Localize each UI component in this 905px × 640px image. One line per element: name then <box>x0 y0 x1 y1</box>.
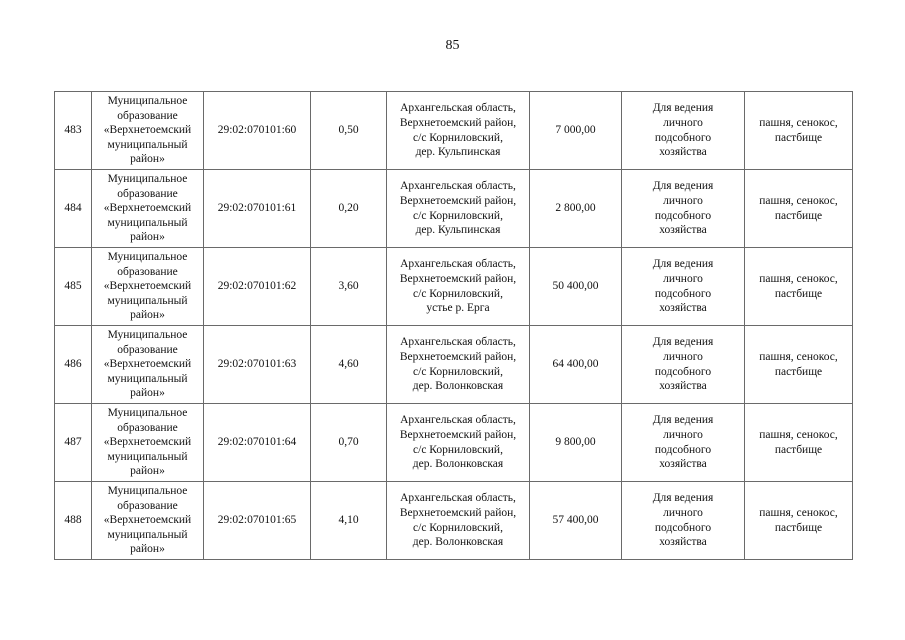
cell-cadastral-number: 29:02:070101:63 <box>204 326 311 404</box>
cell-area: 0,50 <box>311 92 387 170</box>
cell-value: 57 400,00 <box>530 482 622 560</box>
cell-number: 486 <box>55 326 92 404</box>
cell-purpose: Для ведения личного подсобного хозяйства <box>622 92 745 170</box>
cell-number: 488 <box>55 482 92 560</box>
page-number: 85 <box>445 38 460 53</box>
table-row <box>55 326 853 404</box>
cell-land-use: пашня, сенокос, пастбище <box>745 404 853 482</box>
cell-number: 484 <box>55 170 92 248</box>
cell-purpose: Для ведения личного подсобного хозяйства <box>622 248 745 326</box>
cell-owner: Муниципальное образование «Верхнетоемский муниципальный район» <box>92 404 204 482</box>
cell-land-use: пашня, сенокос, пастбище <box>745 92 853 170</box>
cell-address: Архангельская область, Верхнетоемский район, с/с Корниловский, дер. Волонковская <box>387 482 530 560</box>
cell-owner: Муниципальное образование «Верхнетоемский муниципальный район» <box>92 248 204 326</box>
table-row <box>55 170 853 248</box>
cell-area: 3,60 <box>311 248 387 326</box>
cell-area: 4,60 <box>311 326 387 404</box>
table-row <box>55 248 853 326</box>
cell-number: 485 <box>55 248 92 326</box>
cell-land-use: пашня, сенокос, пастбище <box>745 170 853 248</box>
cell-purpose: Для ведения личного подсобного хозяйства <box>622 170 745 248</box>
table-row <box>55 92 853 170</box>
table-row <box>55 404 853 482</box>
cell-value: 7 000,00 <box>530 92 622 170</box>
cell-cadastral-number: 29:02:070101:64 <box>204 404 311 482</box>
cell-land-use: пашня, сенокос, пастбище <box>745 248 853 326</box>
table-body <box>55 92 853 560</box>
cell-cadastral-number: 29:02:070101:60 <box>204 92 311 170</box>
cell-address: Архангельская область, Верхнетоемский район, с/с Корниловский, дер. Кульпинская <box>387 170 530 248</box>
table-row <box>55 482 853 560</box>
cell-value: 9 800,00 <box>530 404 622 482</box>
land-registry-table <box>54 91 853 560</box>
cell-cadastral-number: 29:02:070101:62 <box>204 248 311 326</box>
cell-value: 50 400,00 <box>530 248 622 326</box>
cell-owner: Муниципальное образование «Верхнетоемский муниципальный район» <box>92 482 204 560</box>
cell-value: 2 800,00 <box>530 170 622 248</box>
cell-owner: Муниципальное образование «Верхнетоемский муниципальный район» <box>92 92 204 170</box>
cell-purpose: Для ведения личного подсобного хозяйства <box>622 404 745 482</box>
cell-owner: Муниципальное образование «Верхнетоемский муниципальный район» <box>92 170 204 248</box>
cell-address: Архангельская область, Верхнетоемский район, с/с Корниловский, устье р. Ерга <box>387 248 530 326</box>
cell-area: 0,20 <box>311 170 387 248</box>
cell-cadastral-number: 29:02:070101:61 <box>204 170 311 248</box>
cell-number: 483 <box>55 92 92 170</box>
cell-address: Архангельская область, Верхнетоемский район, с/с Корниловский, дер. Кульпинская <box>387 92 530 170</box>
cell-purpose: Для ведения личного подсобного хозяйства <box>622 326 745 404</box>
cell-land-use: пашня, сенокос, пастбище <box>745 326 853 404</box>
cell-address: Архангельская область, Верхнетоемский район, с/с Корниловский, дер. Волонковская <box>387 404 530 482</box>
cell-owner: Муниципальное образование «Верхнетоемский муниципальный район» <box>92 326 204 404</box>
cell-number: 487 <box>55 404 92 482</box>
cell-area: 4,10 <box>311 482 387 560</box>
cell-purpose: Для ведения личного подсобного хозяйства <box>622 482 745 560</box>
cell-area: 0,70 <box>311 404 387 482</box>
cell-address: Архангельская область, Верхнетоемский район, с/с Корниловский, дер. Волонковская <box>387 326 530 404</box>
cell-value: 64 400,00 <box>530 326 622 404</box>
cell-cadastral-number: 29:02:070101:65 <box>204 482 311 560</box>
cell-land-use: пашня, сенокос, пастбище <box>745 482 853 560</box>
